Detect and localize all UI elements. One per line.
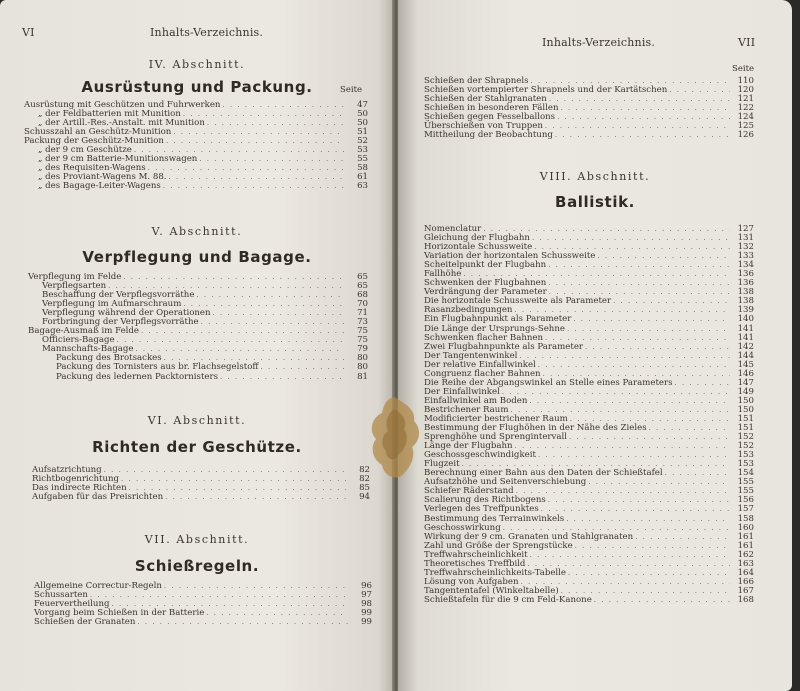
toc-entry-page-number: 161: [737, 540, 754, 551]
toc-entry-title: Scalierung des Richtbogens: [424, 495, 546, 506]
toc-entry-title: Bestimmung des Terrainwinkels: [424, 513, 565, 524]
toc-entry-page-number: 82: [359, 474, 370, 485]
toc-entry-title: Wirkung der 9 cm. Granaten und Stahlgranaten: [424, 531, 634, 542]
toc-entry-page-number: 80: [357, 353, 368, 364]
toc-entry-page-number: 140: [737, 314, 754, 325]
dot-leader: [121, 475, 346, 484]
dot-leader: [597, 252, 730, 261]
toc-entry-title: Schießen der Stahlgranaten: [424, 94, 547, 105]
dot-leader: [201, 318, 344, 327]
toc-entry-title: Theoretisches Treffbild: [424, 558, 526, 569]
dot-leader: [585, 343, 730, 352]
dot-leader: [541, 505, 730, 514]
section-5-toc: [28, 273, 368, 382]
toc-entry-page-number: 55: [357, 154, 368, 165]
dot-leader: [530, 551, 730, 560]
toc-entry-page-number: 80: [357, 362, 368, 373]
toc-entry: [424, 131, 754, 140]
toc-entry-title: Schießen der Shrapnels: [424, 76, 529, 86]
toc-entry-page-number: 151: [737, 423, 754, 434]
toc-entry-title: Bagage-Ausmaß im Felde: [28, 326, 139, 337]
toc-entry-title: Packung des Tornisters aus br. Flachsegelstoff: [56, 362, 259, 373]
toc-entry-page-number: 122: [737, 103, 754, 114]
toc-entry-title: Mittheilung der Beobachtung: [424, 130, 553, 141]
toc-entry-page-number: 99: [361, 608, 372, 619]
toc-entry-title: Schießtafeln für die 9 cm Feld-Kanone: [424, 594, 592, 605]
toc-entry-page-number: 81: [357, 371, 368, 382]
toc-entry-title: Aufgaben für das Preisrichten: [32, 492, 164, 503]
toc-entry-title: Bestimmung der Flughöhen in der Nähe des Zieles: [424, 423, 647, 434]
toc-entry-page-number: 65: [357, 272, 368, 282]
toc-entry-page-number: 58: [357, 163, 368, 174]
toc-entry-title: Schießen vortempierter Shrapnels und der Kartätschen: [424, 85, 668, 96]
dot-leader: [675, 379, 730, 388]
toc-entry: [28, 373, 368, 382]
toc-entry-title: Feuervertheilung: [34, 599, 110, 610]
toc-entry-page-number: 70: [357, 299, 368, 310]
toc-entry-page-number: 138: [737, 287, 754, 298]
toc-entry-title: Treffwahrscheinlichkeit: [424, 549, 528, 560]
dot-leader: [213, 309, 344, 318]
dot-leader: [220, 373, 344, 382]
toc-entry-page-number: 68: [357, 290, 368, 301]
toc-entry-page-number: 99: [361, 617, 372, 628]
seite-label-right: Seite: [732, 64, 755, 74]
toc-entry-title: Verlegen des Treffpunktes: [424, 504, 539, 515]
dot-leader: [538, 451, 730, 460]
toc-entry-title: Packung der Geschütz-Munition: [24, 136, 164, 147]
dot-leader: [613, 297, 730, 306]
toc-entry-page-number: 73: [357, 317, 368, 328]
dot-leader: [90, 591, 348, 600]
dot-leader: [567, 325, 730, 334]
toc-entry-page-number: 50: [357, 118, 368, 129]
section-8-title: Ballistik.: [555, 193, 635, 211]
toc-entry: [424, 451, 754, 460]
toc-entry-page-number: 163: [737, 558, 754, 569]
toc-entry-title: „ der 9 cm Batterie-Munitionswagen: [38, 154, 198, 165]
toc-entry-title: Einfallwinkel am Boden: [424, 395, 528, 406]
toc-entry-title: Tangententafel (Winkeltabelle): [424, 585, 559, 596]
toc-entry-title: Sprenghöhe und Sprengintervall: [424, 432, 568, 443]
toc-entry-title: Schiefer Räderstand: [424, 486, 514, 497]
toc-entry-page-number: 51: [357, 127, 368, 138]
toc-entry-title: Der Einfallwinkel: [424, 386, 500, 397]
toc-entry-title: Schießen in besonderen Fällen: [424, 103, 559, 114]
toc-entry-title: Geschossgeschwindigkeit: [424, 450, 536, 461]
section-6-title: Richten der Geschütze.: [92, 438, 302, 456]
toc-entry-title: Nomenclatur: [424, 224, 482, 234]
toc-entry-page-number: 138: [737, 296, 754, 307]
toc-entry-title: Beschaffung der Verpflegsvorräthe: [42, 290, 195, 301]
section-7-cont-toc: [424, 77, 754, 140]
toc-entry-title: Officiers-Bagage: [42, 335, 115, 346]
toc-entry-title: Fallhöhe: [424, 269, 462, 280]
toc-entry-page-number: 155: [737, 477, 754, 488]
toc-entry-page-number: 136: [737, 269, 754, 280]
left-page: [0, 0, 394, 691]
toc-entry-title: Verpflegsarten: [42, 281, 107, 292]
toc-entry-page-number: 126: [737, 130, 754, 141]
toc-entry-page-number: 158: [737, 513, 754, 524]
dot-leader: [206, 609, 348, 618]
section-7-toc: [34, 582, 372, 627]
toc-entry-page-number: 149: [737, 386, 754, 397]
running-header-right: Inhalts-Verzeichnis.: [542, 36, 656, 49]
toc-entry-title: Aufsatzrichtung: [32, 465, 102, 475]
toc-entry-page-number: 50: [357, 109, 368, 120]
toc-entry-page-number: 160: [737, 522, 754, 533]
toc-entry-title: Schussarten: [34, 590, 88, 601]
toc-entry-page-number: 153: [737, 459, 754, 470]
toc-entry-page-number: 141: [737, 332, 754, 343]
toc-entry-page-number: 147: [737, 377, 754, 388]
dot-leader: [199, 155, 344, 164]
toc-entry-title: Schusszahl an Geschütz-Munition: [24, 127, 172, 138]
toc-entry-title: Rasanzbedingungen: [424, 305, 513, 316]
dot-leader: [148, 164, 344, 173]
dot-leader: [649, 424, 730, 433]
dot-leader: [669, 86, 730, 95]
toc-entry-page-number: 156: [737, 495, 754, 506]
toc-entry-page-number: 52: [357, 136, 368, 147]
toc-entry-page-number: 110: [737, 76, 754, 86]
toc-entry-page-number: 124: [737, 112, 754, 123]
toc-entry-title: Verpflegung im Felde: [28, 272, 122, 282]
toc-entry-page-number: 47: [357, 100, 368, 110]
toc-entry: [424, 596, 754, 605]
page-number-right: VII: [738, 36, 756, 49]
toc-entry-title: Variation der horizontalen Schussweite: [424, 251, 596, 262]
toc-entry-title: „ des Proviant-Wagens M. 88.: [38, 172, 167, 183]
toc-entry-page-number: 75: [357, 326, 368, 337]
toc-entry: [32, 493, 370, 502]
toc-entry-title: Gleichung der Flugbahn: [424, 233, 530, 244]
dot-leader: [588, 478, 730, 487]
dot-leader: [183, 110, 344, 119]
dot-leader: [555, 131, 730, 140]
dot-leader: [573, 315, 730, 324]
toc-entry-title: Ein Flugbahnpunkt als Parameter: [424, 314, 572, 325]
toc-entry: [34, 618, 372, 627]
section-7-label: VII. Abschnitt.: [144, 533, 250, 546]
toc-entry-page-number: 145: [737, 359, 754, 370]
toc-entry-page-number: 150: [737, 404, 754, 415]
dot-leader: [569, 433, 730, 442]
toc-entry-page-number: 96: [361, 581, 372, 591]
toc-entry-page-number: 167: [737, 585, 754, 596]
toc-entry-page-number: 154: [737, 468, 754, 479]
toc-entry-page-number: 146: [737, 368, 754, 379]
toc-entry-page-number: 162: [737, 549, 754, 560]
running-header-left: Inhalts-Verzeichnis.: [150, 26, 264, 39]
toc-entry-title: Bestrichener Raum: [424, 404, 509, 415]
toc-entry-page-number: 71: [357, 308, 368, 319]
section-6-label: VI. Abschnitt.: [147, 414, 247, 427]
toc-entry-title: Zahl und Größe der Sprengstücke: [424, 540, 573, 551]
toc-entry-page-number: 120: [737, 85, 754, 96]
dot-leader: [166, 137, 344, 146]
toc-entry-title: „ der 9 cm Geschütze: [38, 145, 132, 156]
toc-entry-title: „ der Feldbatterien mit Munition: [38, 109, 181, 120]
toc-entry-title: Schwenken der Flugbahnen: [424, 278, 547, 289]
dot-leader: [566, 515, 730, 524]
toc-entry-title: Scheitelpunkt der Flugbahn: [424, 260, 547, 271]
dot-leader: [123, 273, 344, 282]
toc-entry-page-number: 85: [359, 483, 370, 494]
section-8-label: VIII. Abschnitt.: [539, 170, 651, 183]
page-number-left: VI: [22, 26, 35, 39]
dot-leader: [222, 101, 344, 110]
toc-entry-title: Treffwahrscheinlichkeits-Tabelle: [424, 567, 566, 578]
toc-entry-title: Allgemeine Correctur-Regeln: [34, 581, 162, 591]
toc-entry-page-number: 98: [361, 599, 372, 610]
section-8-toc: [424, 225, 754, 605]
dot-leader: [568, 569, 730, 578]
toc-entry-page-number: 139: [737, 305, 754, 316]
dot-leader: [196, 291, 344, 300]
toc-entry-title: Der relative Einfallwinkel: [424, 359, 536, 370]
dot-leader: [163, 182, 344, 191]
toc-entry-title: Packung des Brotsackes: [56, 353, 162, 364]
toc-entry-title: Verdrängung der Parameter: [424, 287, 547, 298]
toc-entry-page-number: 61: [357, 172, 368, 183]
dot-leader: [516, 487, 730, 496]
toc-entry-title: „ des Requisiten-Wagens: [38, 163, 146, 174]
toc-entry-title: Zwei Flugbahnpunkte als Parameter: [424, 341, 584, 352]
dot-leader: [561, 104, 730, 113]
toc-entry-page-number: 132: [737, 242, 754, 253]
toc-entry-title: Packung des ledernen Packtornisters: [56, 371, 219, 382]
toc-entry-page-number: 166: [737, 576, 754, 587]
toc-entry-title: Richtbogenrichtung: [32, 474, 120, 485]
toc-entry-title: Die Länge der Ursprungs-Sehne: [424, 323, 565, 334]
toc-entry-page-number: 133: [737, 251, 754, 262]
dot-leader: [173, 128, 344, 137]
toc-entry-page-number: 153: [737, 450, 754, 461]
dot-leader: [165, 493, 346, 502]
toc-entry-title: Aufsatzhöhe und Seitenverschiebung: [424, 477, 587, 488]
toc-entry-page-number: 157: [737, 504, 754, 515]
dot-leader: [529, 397, 730, 406]
toc-entry-page-number: 63: [357, 181, 368, 192]
dot-leader: [548, 279, 730, 288]
toc-entry-page-number: 152: [737, 441, 754, 452]
section-4-label: IV. Abschnitt.: [148, 58, 246, 71]
toc-entry-title: Modificierter bestrichener Raum: [424, 413, 568, 424]
toc-entry-title: Geschosswirkung: [424, 522, 501, 533]
toc-entry-page-number: 75: [357, 335, 368, 346]
toc-entry-page-number: 164: [737, 567, 754, 578]
toc-entry-page-number: 53: [357, 145, 368, 156]
toc-entry-page-number: 144: [737, 350, 754, 361]
toc-entry-page-number: 142: [737, 341, 754, 352]
toc-entry-title: Die Reihe der Abgangswinkel an Stelle eines Parameters: [424, 377, 673, 388]
toc-entry-title: Lösung von Aufgaben: [424, 576, 519, 587]
dot-leader: [117, 336, 344, 345]
section-5-label: V. Abschnitt.: [151, 225, 243, 238]
toc-entry-title: Berechnung einer Bahn aus den Daten der Schießtafel: [424, 468, 663, 479]
toc-entry-title: Congruenz flacher Bahnen: [424, 368, 541, 379]
toc-entry-title: Das indirecte Richten: [32, 483, 127, 494]
toc-entry-page-number: 161: [737, 531, 754, 542]
toc-entry-title: Verpflegung während der Operationen: [42, 308, 211, 319]
toc-entry-title: „ des Bagage-Leiter-Wagens: [38, 181, 161, 192]
dot-leader: [538, 361, 730, 370]
toc-entry-title: Verpflegung im Aufmarschraum: [42, 299, 182, 310]
dot-leader: [104, 466, 346, 475]
toc-entry: [24, 182, 368, 191]
toc-entry-page-number: 152: [737, 432, 754, 443]
toc-entry-title: Schießen gegen Fesselballons: [424, 112, 556, 123]
toc-entry-page-number: 151: [737, 413, 754, 424]
toc-entry-title: Länge der Flugbahn: [424, 441, 513, 452]
dot-leader: [635, 533, 730, 542]
toc-entry-page-number: 79: [357, 344, 368, 355]
toc-entry-page-number: 134: [737, 260, 754, 271]
toc-entry-page-number: 125: [737, 121, 754, 132]
toc-entry-title: Fortbringung der Verpflegsvorräthe: [42, 317, 199, 328]
dot-leader: [137, 618, 348, 627]
section-5-title: Verpflegung und Bagage.: [82, 248, 312, 266]
dot-leader: [141, 327, 344, 336]
toc-entry-title: „ der Artill.-Res.-Anstalt. mit Munition: [38, 118, 205, 129]
dot-leader: [515, 442, 730, 451]
dot-leader: [594, 596, 730, 605]
toc-entry-page-number: 82: [359, 465, 370, 475]
toc-entry-title: Mannschafts-Bagage: [42, 344, 134, 355]
toc-entry-page-number: 131: [737, 233, 754, 244]
dot-leader: [545, 122, 730, 131]
dot-leader: [549, 95, 730, 104]
section-4-title: Ausrüstung und Packung.: [81, 78, 313, 96]
dot-leader: [532, 234, 730, 243]
toc-entry: [424, 261, 754, 270]
toc-entry-title: Vorgang beim Schießen in der Batterie: [34, 608, 205, 619]
toc-entry-title: Schwenken flacher Bahnen: [424, 332, 544, 343]
dot-leader: [207, 119, 344, 128]
toc-entry-page-number: 65: [357, 281, 368, 292]
dot-leader: [557, 113, 730, 122]
toc-entry-page-number: 150: [737, 395, 754, 406]
seite-label-left: Seite: [340, 85, 363, 95]
section-7-title: Schießregeln.: [134, 557, 260, 575]
toc-entry-page-number: 121: [737, 94, 754, 105]
section-6-toc: [32, 466, 370, 502]
toc-entry-page-number: 155: [737, 486, 754, 497]
dot-leader: [548, 261, 730, 270]
right-page: [398, 0, 792, 691]
dot-leader: [164, 582, 348, 591]
section-4-toc: [24, 101, 368, 191]
water-stain: [364, 395, 424, 480]
toc-entry-page-number: 141: [737, 323, 754, 334]
toc-entry-page-number: 136: [737, 278, 754, 289]
toc-entry-page-number: 127: [737, 224, 754, 234]
toc-entry-title: Horizontale Schussweite: [424, 242, 533, 253]
dot-leader: [169, 173, 344, 182]
toc-entry-page-number: 94: [359, 492, 370, 503]
dot-leader: [665, 469, 730, 478]
toc-entry-title: Ausrüstung mit Geschützen und Fuhrwerken: [24, 100, 221, 110]
dot-leader: [519, 352, 730, 361]
dot-leader: [548, 496, 730, 505]
toc-entry-title: Überschießen von Truppen: [424, 121, 543, 132]
dot-leader: [502, 388, 730, 397]
toc-entry-title: Flugzeit: [424, 459, 460, 470]
dot-leader: [261, 363, 345, 372]
dot-leader: [575, 542, 730, 551]
toc-entry-title: Schießen der Granaten: [34, 617, 136, 628]
dot-leader: [135, 345, 344, 354]
toc-entry-title: Der Tangentenwinkel: [424, 350, 518, 361]
toc-entry-page-number: 97: [361, 590, 372, 601]
toc-entry-title: Die horizontale Schussweite als Parameter: [424, 296, 612, 307]
toc-entry-page-number: 168: [737, 594, 754, 605]
